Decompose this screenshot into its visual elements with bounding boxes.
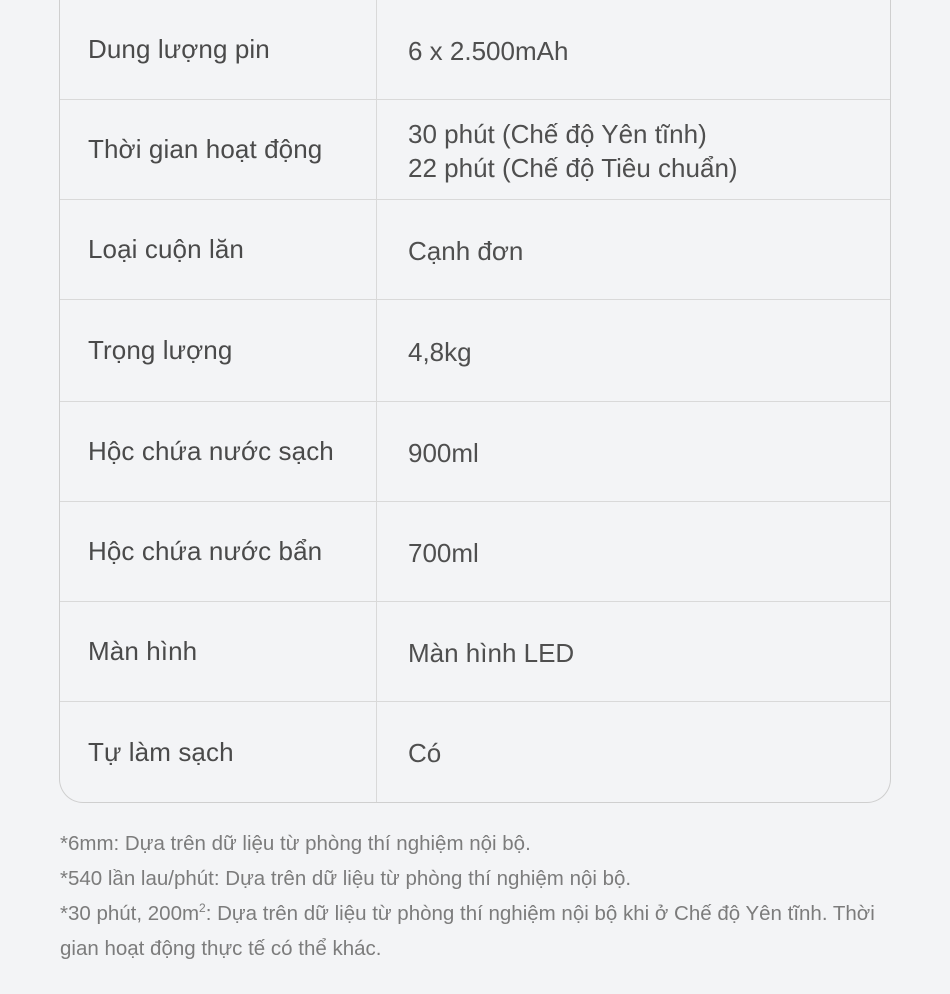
footnote-3-prefix: *30 phút, 200m — [60, 902, 200, 925]
spec-label: Hộc chứa nước sạch — [60, 402, 377, 501]
spec-value — [377, 100, 890, 199]
spec-value — [377, 300, 890, 401]
footnote-1: *6mm: Dựa trên dữ liệu từ phòng thí nghiệm nội bộ. — [60, 832, 531, 855]
spec-value — [377, 702, 890, 802]
spec-value-line: Màn hình LED — [408, 637, 575, 668]
spec-label: Loại cuộn lăn — [60, 200, 377, 299]
spec-row-self-cleaning — [60, 702, 890, 802]
spec-table — [59, 0, 891, 803]
spec-value — [377, 502, 890, 601]
spec-row-roller-type — [60, 200, 890, 300]
footnote-2: *540 lần lau/phút: Dựa trên dữ liệu từ phòng thí nghiệm nội bộ. — [60, 867, 632, 890]
spec-value-line: 4,8kg — [408, 336, 472, 367]
spec-label: Hộc chứa nước bẩn — [60, 502, 377, 601]
spec-value-line: Cạnh đơn — [408, 235, 524, 266]
spec-row-dirty-water-tank — [60, 502, 890, 602]
spec-label: Trọng lượng — [60, 300, 377, 401]
footnote-3-suffix: : Dựa trên dữ liệu từ phòng thí nghiệm nội bộ khi ở Chế độ Yên tĩnh. Thời gian hoạt động thực tế có thể khác. — [60, 902, 875, 960]
spec-value — [377, 200, 890, 299]
spec-value — [377, 402, 890, 501]
spec-label: Tự làm sạch — [60, 702, 377, 802]
spec-value-line: 700ml — [408, 537, 479, 568]
spec-value-line: 30 phút (Chế độ Yên tĩnh) — [408, 118, 707, 149]
spec-label: Thời gian hoạt động — [60, 100, 377, 199]
spec-value-line: 6 x 2.500mAh — [408, 35, 569, 66]
spec-value — [377, 602, 890, 701]
footnotes — [60, 826, 880, 966]
spec-label: Màn hình — [60, 602, 377, 701]
spec-row-clean-water-tank — [60, 402, 890, 502]
spec-value-line: 22 phút (Chế độ Tiêu chuẩn) — [408, 152, 738, 183]
spec-row-battery — [60, 0, 890, 100]
footnote-3 — [60, 896, 880, 966]
spec-value — [377, 0, 890, 99]
spec-label: Dung lượng pin — [60, 0, 377, 99]
spec-value-line: 900ml — [408, 437, 479, 468]
spec-row-display — [60, 602, 890, 702]
spec-row-weight — [60, 300, 890, 402]
spec-row-runtime — [60, 100, 890, 200]
superscript: 2 — [199, 901, 206, 915]
spec-value-line: Có — [408, 738, 442, 768]
